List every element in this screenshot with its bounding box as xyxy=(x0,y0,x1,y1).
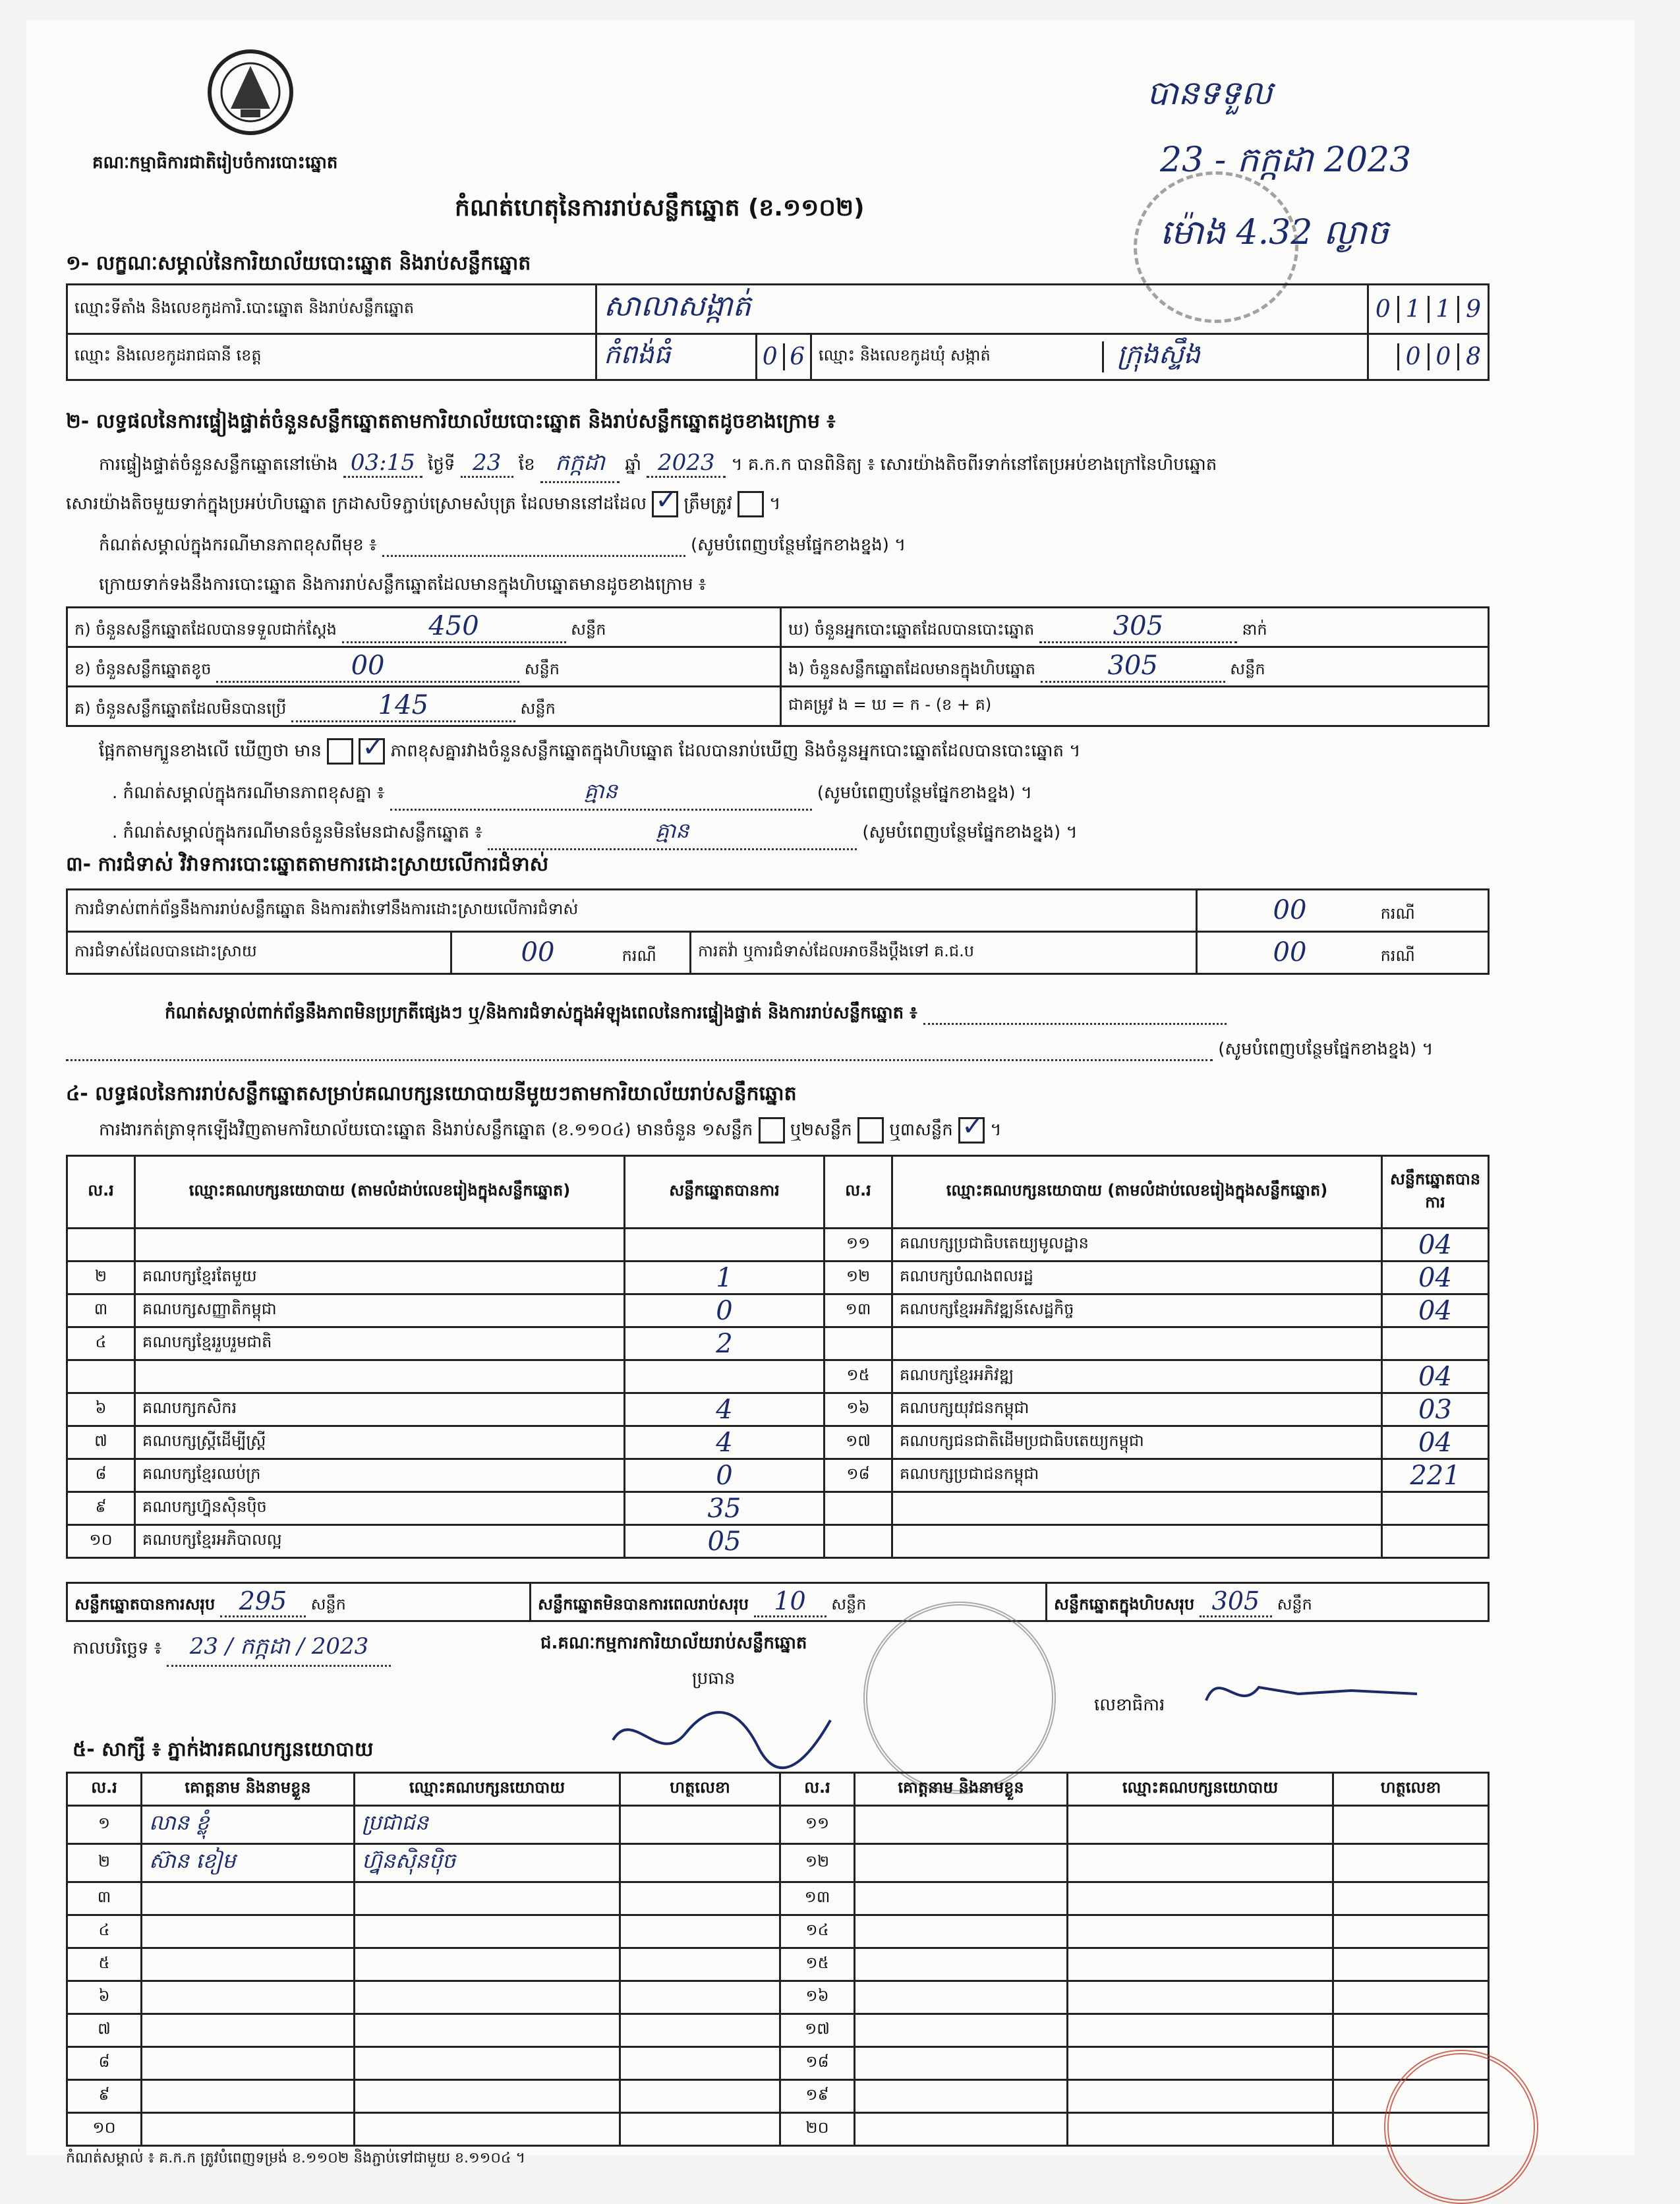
party-name: គណបក្សខ្មែរអភិវឌ្ឍ xyxy=(892,1360,1382,1393)
province-label: ឈ្មោះ និងលេខកូដរាជធានី ខេត្ត xyxy=(67,334,596,380)
party-name: គណបក្សខ្មែរអភិបាលល្អ xyxy=(135,1525,625,1558)
day-value: 23 xyxy=(461,450,513,478)
difference-note-value: គ្មាន xyxy=(390,778,812,811)
witness-signature xyxy=(1333,1915,1489,1948)
party-votes: 04 xyxy=(1382,1360,1489,1393)
party-name: គណបក្សជនជាតិដើមប្រជាធិបតេយ្យកម្ពុជា xyxy=(892,1426,1382,1459)
party-votes: 04 xyxy=(1382,1229,1489,1262)
witness-party xyxy=(1068,2047,1333,2080)
station-label: ឈ្មោះទីតាំង និងលេខកូដការិ.បោះឆ្នោត និងរាប់សន្លឹកឆ្នោត xyxy=(67,285,596,334)
committee-name: គណៈកម្មាធិការជាតិរៀបចំការបោះឆ្នោត xyxy=(92,153,338,173)
party-number xyxy=(67,1360,135,1393)
irregularity-remark-hint: (សូមបំពេញបន្ថែមផ្នែកខាងខ្នង) ។ xyxy=(1218,1039,1434,1059)
witness-name xyxy=(855,2080,1068,2113)
table-row xyxy=(67,2047,1489,2080)
section2-title: ២- លទ្ធផលនៃការផ្ទៀងផ្ទាត់ចំនួនសន្លឹកឆ្នោតតាមការិយាល័យបោះឆ្នោត និងរាប់សន្លឹកឆ្នោតដូចខាងក្រោម ៖ xyxy=(66,410,836,433)
appeal-label: ការតវ៉ា ឬការជំទាស់ដែលអាចនឹងប្តឹងទៅ គ.ជ.ប xyxy=(691,932,1197,974)
table-row xyxy=(67,1294,1489,1327)
appeal-value: 00 xyxy=(1273,937,1307,968)
party-votes xyxy=(1382,1492,1489,1525)
section5-title: ៥- សាក្សី ៖ ភ្នាក់ងារគណបក្សនយោបាយ xyxy=(72,1738,374,1761)
month-value: កក្កដា xyxy=(540,448,620,483)
table-row xyxy=(67,1229,1489,1262)
witness-party xyxy=(1068,2080,1333,2113)
table-row xyxy=(67,1844,1489,1882)
chair-label: ប្រធាន xyxy=(692,1669,736,1689)
party-number: ១០ xyxy=(67,1525,135,1558)
unit-label: សន្លឹក xyxy=(1277,1595,1312,1613)
party-votes: 4 xyxy=(625,1426,825,1459)
witness-name xyxy=(142,2014,355,2047)
handwritten-time: ម៉ោង 4.32 ល្ងាច xyxy=(1160,213,1389,252)
witness-name xyxy=(142,1948,355,1981)
party-number: ៩ xyxy=(67,1492,135,1525)
witness-party xyxy=(355,1915,620,1948)
irregularity-remark-label: កំណត់សម្គាល់ពាក់ព័ន្ធនឹងភាពមិនប្រក្រតីផ្សេងៗ ឬ/និងការជំទាស់ក្នុងអំឡុងពេលនៃការផ្ទៀងផ្ទាត់ និងការរាប់សន្លឹកឆ្នោត ៖ xyxy=(165,1003,917,1023)
witness-number: ៨ xyxy=(67,2047,142,2080)
witness-name xyxy=(855,2014,1068,2047)
col-votes-header: សន្លឹកឆ្នោតបានការ xyxy=(625,1156,825,1229)
seal-check-line: សោរយ៉ាងតិចមួយទាក់ក្នុងប្រអប់ហិបឆ្នោត ក្រដាសបិទភ្ជាប់ស្រោមសំបុត្រ ដែលមាននៅដដែល ✓ ត្រឹមត្រូវ ។ xyxy=(66,491,780,518)
party-votes: 04 xyxy=(1382,1262,1489,1294)
witness-number: ១០ xyxy=(67,2113,142,2146)
party-name xyxy=(892,1327,1382,1360)
formula-text: ជាគម្រូវ ង = ឃ = ក - (ខ + គ) xyxy=(781,687,1489,726)
secretary-label: លេខាធិការ xyxy=(1094,1695,1165,1715)
party-number: ១១ xyxy=(825,1229,892,1262)
unit-label: ករណី xyxy=(1380,946,1415,965)
ballot-count-table xyxy=(66,606,1490,727)
copies-line: ការងារកត់ត្រាទុកឡើងវិញតាមការិយាល័យបោះឆ្នោត និងរាប់សន្លឹកឆ្នោត (ខ.១១០៤) មានចំនួន ១សន្លឹក ឬ២សន្លឹក ឬ៣សន្លឹក ✓ ។ xyxy=(99,1117,1001,1144)
witness-name xyxy=(855,1948,1068,1981)
party-number: ៣ xyxy=(67,1294,135,1327)
footer-note: កំណត់សម្គាល់ ៖ គ.ក.ក ត្រូវបំពេញទម្រង់ ខ.១១០២ និងភ្ជាប់ទៅជាមួយ ខ.១១០៤ ។ xyxy=(66,2150,525,2166)
month-label: ខែ xyxy=(518,455,535,475)
witness-party xyxy=(1068,1981,1333,2014)
party-votes: 1 xyxy=(625,1262,825,1294)
witness-number: ១៦ xyxy=(780,1981,855,2014)
spoiled-ballots-label: ខ) ចំនួនសន្លឹកឆ្នោតខូច xyxy=(74,660,212,678)
table-row xyxy=(67,2014,1489,2047)
party-name: គណបក្សសញ្ញាតិកម្ពុជា xyxy=(135,1294,625,1327)
witness-party xyxy=(1068,1882,1333,1915)
year-label: ឆ្នាំ xyxy=(625,455,641,475)
table-row xyxy=(67,2080,1489,2113)
commune-code-digit: 0 xyxy=(1430,343,1460,370)
witness-name xyxy=(142,2113,355,2146)
year-value: 2023 xyxy=(647,450,726,478)
complaints-label: ការជំទាស់ពាក់ព័ន្ធនឹងការរាប់សន្លឹកឆ្នោត និងការតវ៉ាទៅនឹងការដោះស្រាយលើការជំទាស់ xyxy=(67,890,1197,932)
witness-number: ១២ xyxy=(780,1844,855,1882)
table-row xyxy=(67,1327,1489,1360)
ballots-received-label: ក) ចំនួនសន្លឹកឆ្នោតដែលបានទទួលជាក់ស្តែង xyxy=(74,620,337,639)
three-sheet-label: ឬ៣សន្លឹក xyxy=(889,1120,953,1140)
complaints-value: 00 xyxy=(1273,894,1307,925)
witness-col-name: គោត្តនាម និងនាមខ្លួន xyxy=(142,1773,355,1806)
witness-number: ១៣ xyxy=(780,1882,855,1915)
counting-intro: ក្រោយទាក់ទងនឹងការបោះឆ្នោត និងការរាប់សន្លឹកឆ្នោតដែលមានក្នុងហិបឆ្នោតមានដូចខាងក្រោម ៖ xyxy=(99,575,707,594)
party-votes: 05 xyxy=(625,1525,825,1558)
party-votes xyxy=(625,1360,825,1393)
party-votes xyxy=(625,1229,825,1262)
witness-party xyxy=(355,1948,620,1981)
unused-ballots-label: គ) ចំនួនសន្លឹកឆ្នោតដែលមិនបានប្រើ xyxy=(74,699,287,718)
three-sheet-checkbox[interactable] xyxy=(958,1117,985,1144)
party-votes: 0 xyxy=(625,1459,825,1492)
section1-title: ១- លក្ខណៈសម្គាល់នៃការិយាល័យបោះឆ្នោត និងរាប់សន្លឹកឆ្នោត xyxy=(66,252,531,275)
witness-party xyxy=(1068,1948,1333,1981)
day-label: ថ្ងៃទី xyxy=(428,455,455,475)
chair-signature xyxy=(606,1694,844,1780)
station-value: សាលាសង្កាត់ xyxy=(596,285,1368,334)
report-date xyxy=(72,1632,391,1667)
total-valid-label: សន្លឹកឆ្នោតបានការសរុប xyxy=(74,1595,216,1613)
station-code-digit: 1 xyxy=(1430,296,1460,323)
unit-label: សន្លឹក xyxy=(1230,660,1265,678)
witness-party xyxy=(355,1882,620,1915)
witness-number: ១៨ xyxy=(780,2047,855,2080)
section4-title: ៤- លទ្ធផលនៃការរាប់សន្លឹកឆ្នោតសម្រាប់គណបក្សនយោបាយនីមួយៗតាមការិយាល័យរាប់សន្លឹកឆ្នោត xyxy=(66,1082,797,1105)
witness-number: ១១ xyxy=(780,1806,855,1844)
resolved-value: 00 xyxy=(521,937,555,968)
document-page xyxy=(26,20,1635,2166)
witness-signature xyxy=(620,1806,780,1844)
party-number: ៧ xyxy=(67,1426,135,1459)
spoiled-ballots-value: 00 xyxy=(216,651,519,683)
witness-signature xyxy=(620,1882,780,1915)
witness-name xyxy=(855,1806,1068,1844)
witness-col-name: គោត្តនាម និងនាមខ្លួន xyxy=(855,1773,1068,1806)
verification-time-line xyxy=(99,448,1496,483)
witness-party xyxy=(355,2014,620,2047)
witness-party xyxy=(355,2047,620,2080)
witness-name xyxy=(855,1915,1068,1948)
witness-name xyxy=(855,1981,1068,2014)
total-all-value: 305 xyxy=(1200,1586,1272,1617)
witness-table xyxy=(66,1772,1490,2147)
table-row xyxy=(67,1360,1489,1393)
commune-code-digit: 0 xyxy=(1397,343,1430,370)
witness-signature xyxy=(620,1981,780,2014)
secretary-signature xyxy=(1200,1661,1437,1720)
table-row xyxy=(67,1525,1489,1558)
witness-signature xyxy=(1333,1981,1489,2014)
discrepancy-note-line xyxy=(99,534,906,559)
time-label: ការផ្ទៀងផ្ទាត់ចំនួនសន្លឹកឆ្នោតនៅម៉ោង xyxy=(99,455,338,475)
witness-number: ៥ xyxy=(67,1948,142,1981)
party-name: គណបក្សស្ត្រីដើម្បីស្ត្រី xyxy=(135,1426,625,1459)
witness-col-no: ល.រ xyxy=(780,1773,855,1806)
party-number xyxy=(825,1525,892,1558)
witness-number: ១៩ xyxy=(780,2080,855,2113)
section3-title: ៣- ការជំទាស់ វិវាទការបោះឆ្នោតតាមការដោះស្រាយលើការជំទាស់ xyxy=(66,853,549,876)
witness-signature xyxy=(620,1948,780,1981)
official-stamp xyxy=(863,1602,1056,1794)
non-ballot-note-hint: (សូមបំពេញបន្ថែមផ្នែកខាងខ្នង) ។ xyxy=(862,823,1078,842)
witness-number: ១៤ xyxy=(780,1915,855,1948)
witness-number: ២០ xyxy=(780,2113,855,2146)
voters-voted-value: 305 xyxy=(1039,611,1237,643)
witness-party xyxy=(1068,1844,1333,1882)
witness-col-no: ល.រ xyxy=(67,1773,142,1806)
party-number: ៨ xyxy=(67,1459,135,1492)
witness-name xyxy=(855,2047,1068,2080)
witness-signature xyxy=(620,1915,780,1948)
party-name xyxy=(135,1229,625,1262)
voters-voted-label: ឃ) ចំនួនអ្នកបោះឆ្នោតដែលបានបោះឆ្នោត xyxy=(788,620,1035,639)
witness-name xyxy=(855,1882,1068,1915)
table-row xyxy=(67,1262,1489,1294)
non-ballot-note-label: . កំណត់សម្គាល់ក្នុងករណីមានចំនួនមិនមែនជាសន្លឹកឆ្នោត ៖ xyxy=(112,823,482,842)
table-row xyxy=(67,1492,1489,1525)
witness-signature xyxy=(620,2014,780,2047)
discrepancy-check-label: ផ្អែកតាមក្បួនខាងលើ ឃើញថា មាន xyxy=(99,741,322,761)
party-votes: 03 xyxy=(1382,1393,1489,1426)
station-code-digit: 0 xyxy=(1369,296,1399,323)
witness-party xyxy=(1068,1915,1333,1948)
section1-table xyxy=(66,283,1490,381)
party-number: ២ xyxy=(67,1262,135,1294)
witness-signature xyxy=(1333,2014,1489,2047)
intact-label: ត្រឹមត្រូវ xyxy=(683,494,732,514)
witness-name xyxy=(142,2080,355,2113)
witness-party xyxy=(355,1981,620,2014)
witness-party xyxy=(355,2080,620,2113)
party-results-table xyxy=(66,1155,1490,1559)
col-no-header: ល.រ xyxy=(67,1156,135,1229)
ballots-in-box-value: 305 xyxy=(1041,651,1225,683)
intact-checkbox[interactable] xyxy=(652,491,678,517)
unit-label: សន្លឹក xyxy=(310,1595,346,1613)
irregularity-remark xyxy=(165,1002,1227,1027)
party-name: គណបក្សប្រជាជនកម្ពុជា xyxy=(892,1459,1382,1492)
party-number: ១៧ xyxy=(825,1426,892,1459)
unit-label: សន្លឹក xyxy=(524,660,560,678)
party-number: ១២ xyxy=(825,1262,892,1294)
party-name xyxy=(135,1360,625,1393)
party-number xyxy=(825,1492,892,1525)
total-valid-value: 295 xyxy=(220,1586,306,1617)
col-party-header: ឈ្មោះគណបក្សនយោបាយ (តាមលំដាប់លេខរៀងក្នុងសន្លឹកឆ្នោត) xyxy=(892,1156,1382,1229)
time-value: 03:15 xyxy=(343,450,422,478)
witness-number: ២ xyxy=(67,1844,142,1882)
witness-signature xyxy=(620,1844,780,1882)
resolved-label: ការជំទាស់ដែលបានដោះស្រាយ xyxy=(67,932,451,974)
witness-signature xyxy=(620,2113,780,2146)
col-votes-header: សន្លឹកឆ្នោតបានការ xyxy=(1382,1156,1489,1229)
party-votes: 4 xyxy=(625,1393,825,1426)
witness-party: ប្រជាជន xyxy=(355,1806,620,1844)
nec-emblem-icon xyxy=(204,46,297,138)
table-row xyxy=(67,1915,1489,1948)
report-date-label: កាលបរិច្ឆេទ ៖ xyxy=(72,1638,162,1658)
witness-name: លាន ខ្លុំ xyxy=(142,1806,355,1844)
witness-number: ១៧ xyxy=(780,2014,855,2047)
witness-party xyxy=(1068,2113,1333,2146)
witness-number: ៩ xyxy=(67,2080,142,2113)
total-all-label: សន្លឹកឆ្នោតក្នុងហិបសរុប xyxy=(1054,1595,1195,1613)
party-number: ៦ xyxy=(67,1393,135,1426)
form-title: កំណត់ហេតុនៃការរាប់សន្លឹកឆ្នោត (ខ.១១០២) xyxy=(455,194,865,221)
difference-note xyxy=(112,778,1032,811)
witness-col-sign: ហត្ថលេខា xyxy=(1333,1773,1489,1806)
unit-label: សន្លឹក xyxy=(571,620,606,639)
witness-name xyxy=(142,1882,355,1915)
discrepancy-check-line xyxy=(99,738,1080,765)
table-row xyxy=(67,1882,1489,1915)
commune-value: ក្រុងស្ទឹង xyxy=(1117,339,1201,370)
witness-col-sign: ហត្ថលេខា xyxy=(620,1773,780,1806)
station-code-digit: 1 xyxy=(1399,296,1430,323)
witness-party xyxy=(1068,2014,1333,2047)
col-party-header: ឈ្មោះគណបក្សនយោបាយ (តាមលំដាប់លេខរៀងក្នុងសន្លឹកឆ្នោត) xyxy=(135,1156,625,1229)
party-name: គណបក្សខ្មែរតែមួយ xyxy=(135,1262,625,1294)
unit-label: ករណី xyxy=(622,946,656,965)
copies-label: ការងារកត់ត្រាទុកឡើងវិញតាមការិយាល័យបោះឆ្នោត និងរាប់សន្លឹកឆ្នោត (ខ.១១០៤) មានចំនួន ១សន្លឹក xyxy=(99,1120,753,1140)
party-name: គណបក្សយុវជនកម្ពុជា xyxy=(892,1393,1382,1426)
table-row xyxy=(67,1981,1489,2014)
table-row xyxy=(67,1948,1489,1981)
party-number: ១៣ xyxy=(825,1294,892,1327)
party-votes xyxy=(1382,1327,1489,1360)
party-name xyxy=(892,1525,1382,1558)
red-stamp xyxy=(1384,2050,1538,2204)
not-intact-checkbox[interactable] xyxy=(738,491,764,517)
witness-name xyxy=(142,2047,355,2080)
handwritten-received: បានទទួល xyxy=(1147,74,1273,112)
seal-check-text2: សោរយ៉ាងតិចមួយទាក់ក្នុងប្រអប់ហិបឆ្នោត ក្រដាសបិទភ្ជាប់ស្រោមសំបុត្រ ដែលមាននៅដដែល xyxy=(66,494,647,514)
counting-committee-label: ជ.គណៈកម្មការការិយាល័យរាប់សន្លឹកឆ្នោត xyxy=(540,1633,807,1653)
party-votes: 04 xyxy=(1382,1426,1489,1459)
discrepancy-note-hint: (សូមបំពេញបន្ថែមផ្នែកខាងខ្នង) ។ xyxy=(691,535,906,555)
witness-party: ហ្វ៊ុនស៊ិនប៉ិច xyxy=(355,1844,620,1882)
witness-number: ៦ xyxy=(67,1981,142,2014)
party-name: គណបក្សបំណងពលរដ្ឋ xyxy=(892,1262,1382,1294)
party-name: គណបក្សខ្មែរអភិវឌ្ឍន៍សេដ្ឋកិច្ច xyxy=(892,1294,1382,1327)
unit-label: សន្លឹក xyxy=(831,1595,867,1613)
party-number: ១៨ xyxy=(825,1459,892,1492)
witness-name xyxy=(142,1915,355,1948)
table-row xyxy=(67,1426,1489,1459)
discrepancy-note-label: កំណត់សម្គាល់ក្នុងករណីមានភាពខុសពីមុខ ៖ xyxy=(99,535,377,555)
unit-label: នាក់ xyxy=(1242,620,1267,639)
difference-note-hint: (សូមបំពេញបន្ថែមផ្នែកខាងខ្នង) ។ xyxy=(817,783,1033,803)
party-name: គណបក្សខ្មែរឈប់ក្រ xyxy=(135,1459,625,1492)
province-code-digit: 6 xyxy=(790,343,805,370)
difference-note-label: . កំណត់សម្គាល់ក្នុងករណីមានភាពខុសគ្នា ៖ xyxy=(112,783,385,803)
witness-number: ១ xyxy=(67,1806,142,1844)
commune-code-digit: 8 xyxy=(1466,343,1482,370)
party-number xyxy=(825,1327,892,1360)
party-votes: 221 xyxy=(1382,1459,1489,1492)
table-row xyxy=(67,1393,1489,1426)
handwritten-date: 23 - កក្កដា 2023 xyxy=(1160,140,1412,180)
province-code-digit: 0 xyxy=(757,343,785,370)
unit-label: សន្លឹក xyxy=(520,699,556,718)
party-votes: 2 xyxy=(625,1327,825,1360)
party-name: គណបក្សខ្មែររួបរួមជាតិ xyxy=(135,1327,625,1360)
col-no-header: ល.រ xyxy=(825,1156,892,1229)
ballots-in-box-label: ង) ចំនួនសន្លឹកឆ្នោតដែលមានក្នុងហិបឆ្នោត xyxy=(788,660,1035,678)
table-row xyxy=(67,1806,1489,1844)
table-row xyxy=(67,2113,1489,2146)
witness-number: ៤ xyxy=(67,1915,142,1948)
complaints-table xyxy=(66,888,1490,975)
commune-label: ឈ្មោះ និងលេខកូដឃុំ សង្កាត់ xyxy=(812,341,1104,372)
province-value: កំពង់ធំ xyxy=(596,334,757,380)
party-number: ៤ xyxy=(67,1327,135,1360)
witness-name xyxy=(142,1981,355,2014)
witness-signature xyxy=(620,2080,780,2113)
table-row xyxy=(67,1459,1489,1492)
party-name: គណបក្សហ្វ៊ុនស៊ិនប៉ិច xyxy=(135,1492,625,1525)
irregularity-remark-line xyxy=(66,1038,1490,1063)
witness-signature xyxy=(1333,1882,1489,1915)
party-number: ១៦ xyxy=(825,1393,892,1426)
seal-check-text: ។ គ.ក.ក បានពិនិត្យ ៖ សោរយ៉ាងតិចពីរទាក់នៅតែប្រអប់ខាងក្រៅនៃហិបឆ្នោត xyxy=(731,455,1217,475)
total-invalid-value: 10 xyxy=(754,1586,826,1617)
witness-signature xyxy=(620,2047,780,2080)
two-sheet-label: ឬ២សន្លឹក xyxy=(790,1120,852,1140)
witness-col-party: ឈ្មោះគណបក្សនយោបាយ xyxy=(1068,1773,1333,1806)
two-sheet-checkbox[interactable] xyxy=(857,1117,884,1144)
party-name: គណបក្សប្រជាធិបតេយ្យមូលដ្ឋាន xyxy=(892,1229,1382,1262)
witness-signature xyxy=(1333,1806,1489,1844)
party-votes: 04 xyxy=(1382,1294,1489,1327)
party-votes xyxy=(1382,1525,1489,1558)
party-name xyxy=(892,1492,1382,1525)
witness-name xyxy=(855,2113,1068,2146)
report-date-value: 23 / កក្កដា / 2023 xyxy=(167,1632,391,1667)
witness-number: ៣ xyxy=(67,1882,142,1915)
discrepancy-yes-checkbox[interactable] xyxy=(327,738,353,765)
one-sheet-checkbox[interactable] xyxy=(759,1117,785,1144)
witness-signature xyxy=(1333,1948,1489,1981)
witness-number: ១៥ xyxy=(780,1948,855,1981)
witness-col-party: ឈ្មោះគណបក្សនយោបាយ xyxy=(355,1773,620,1806)
party-votes: 0 xyxy=(625,1294,825,1327)
party-number xyxy=(67,1229,135,1262)
party-votes: 35 xyxy=(625,1492,825,1525)
unused-ballots-value: 145 xyxy=(291,690,515,722)
witness-signature xyxy=(1333,1844,1489,1882)
witness-party xyxy=(355,2113,620,2146)
discrepancy-check-text: ភាពខុសគ្នារវាងចំនួនសន្លឹកឆ្នោតក្នុងហិបឆ្នោត ដែលបានរាប់ឃើញ និងចំនួនអ្នកបោះឆ្នោតដែលបានបោះឆ្នោត ។ xyxy=(390,741,1081,761)
witness-party xyxy=(1068,1806,1333,1844)
ballots-received-value: 450 xyxy=(342,611,566,643)
station-code-digit: 9 xyxy=(1466,295,1482,323)
totals-table xyxy=(66,1582,1490,1622)
party-number: ១៥ xyxy=(825,1360,892,1393)
unit-label: ករណី xyxy=(1380,904,1415,923)
witness-number: ៧ xyxy=(67,2014,142,2047)
non-ballot-note xyxy=(112,817,1078,850)
witness-name xyxy=(855,1844,1068,1882)
witness-name: ស៊ាន ខៀម xyxy=(142,1844,355,1882)
discrepancy-no-checkbox[interactable] xyxy=(359,738,385,765)
non-ballot-note-value: គ្មាន xyxy=(488,817,857,850)
total-invalid-label: សន្លឹកឆ្នោតមិនបានការពេលរាប់សរុប xyxy=(538,1595,749,1613)
party-name: គណបក្សកសិករ xyxy=(135,1393,625,1426)
